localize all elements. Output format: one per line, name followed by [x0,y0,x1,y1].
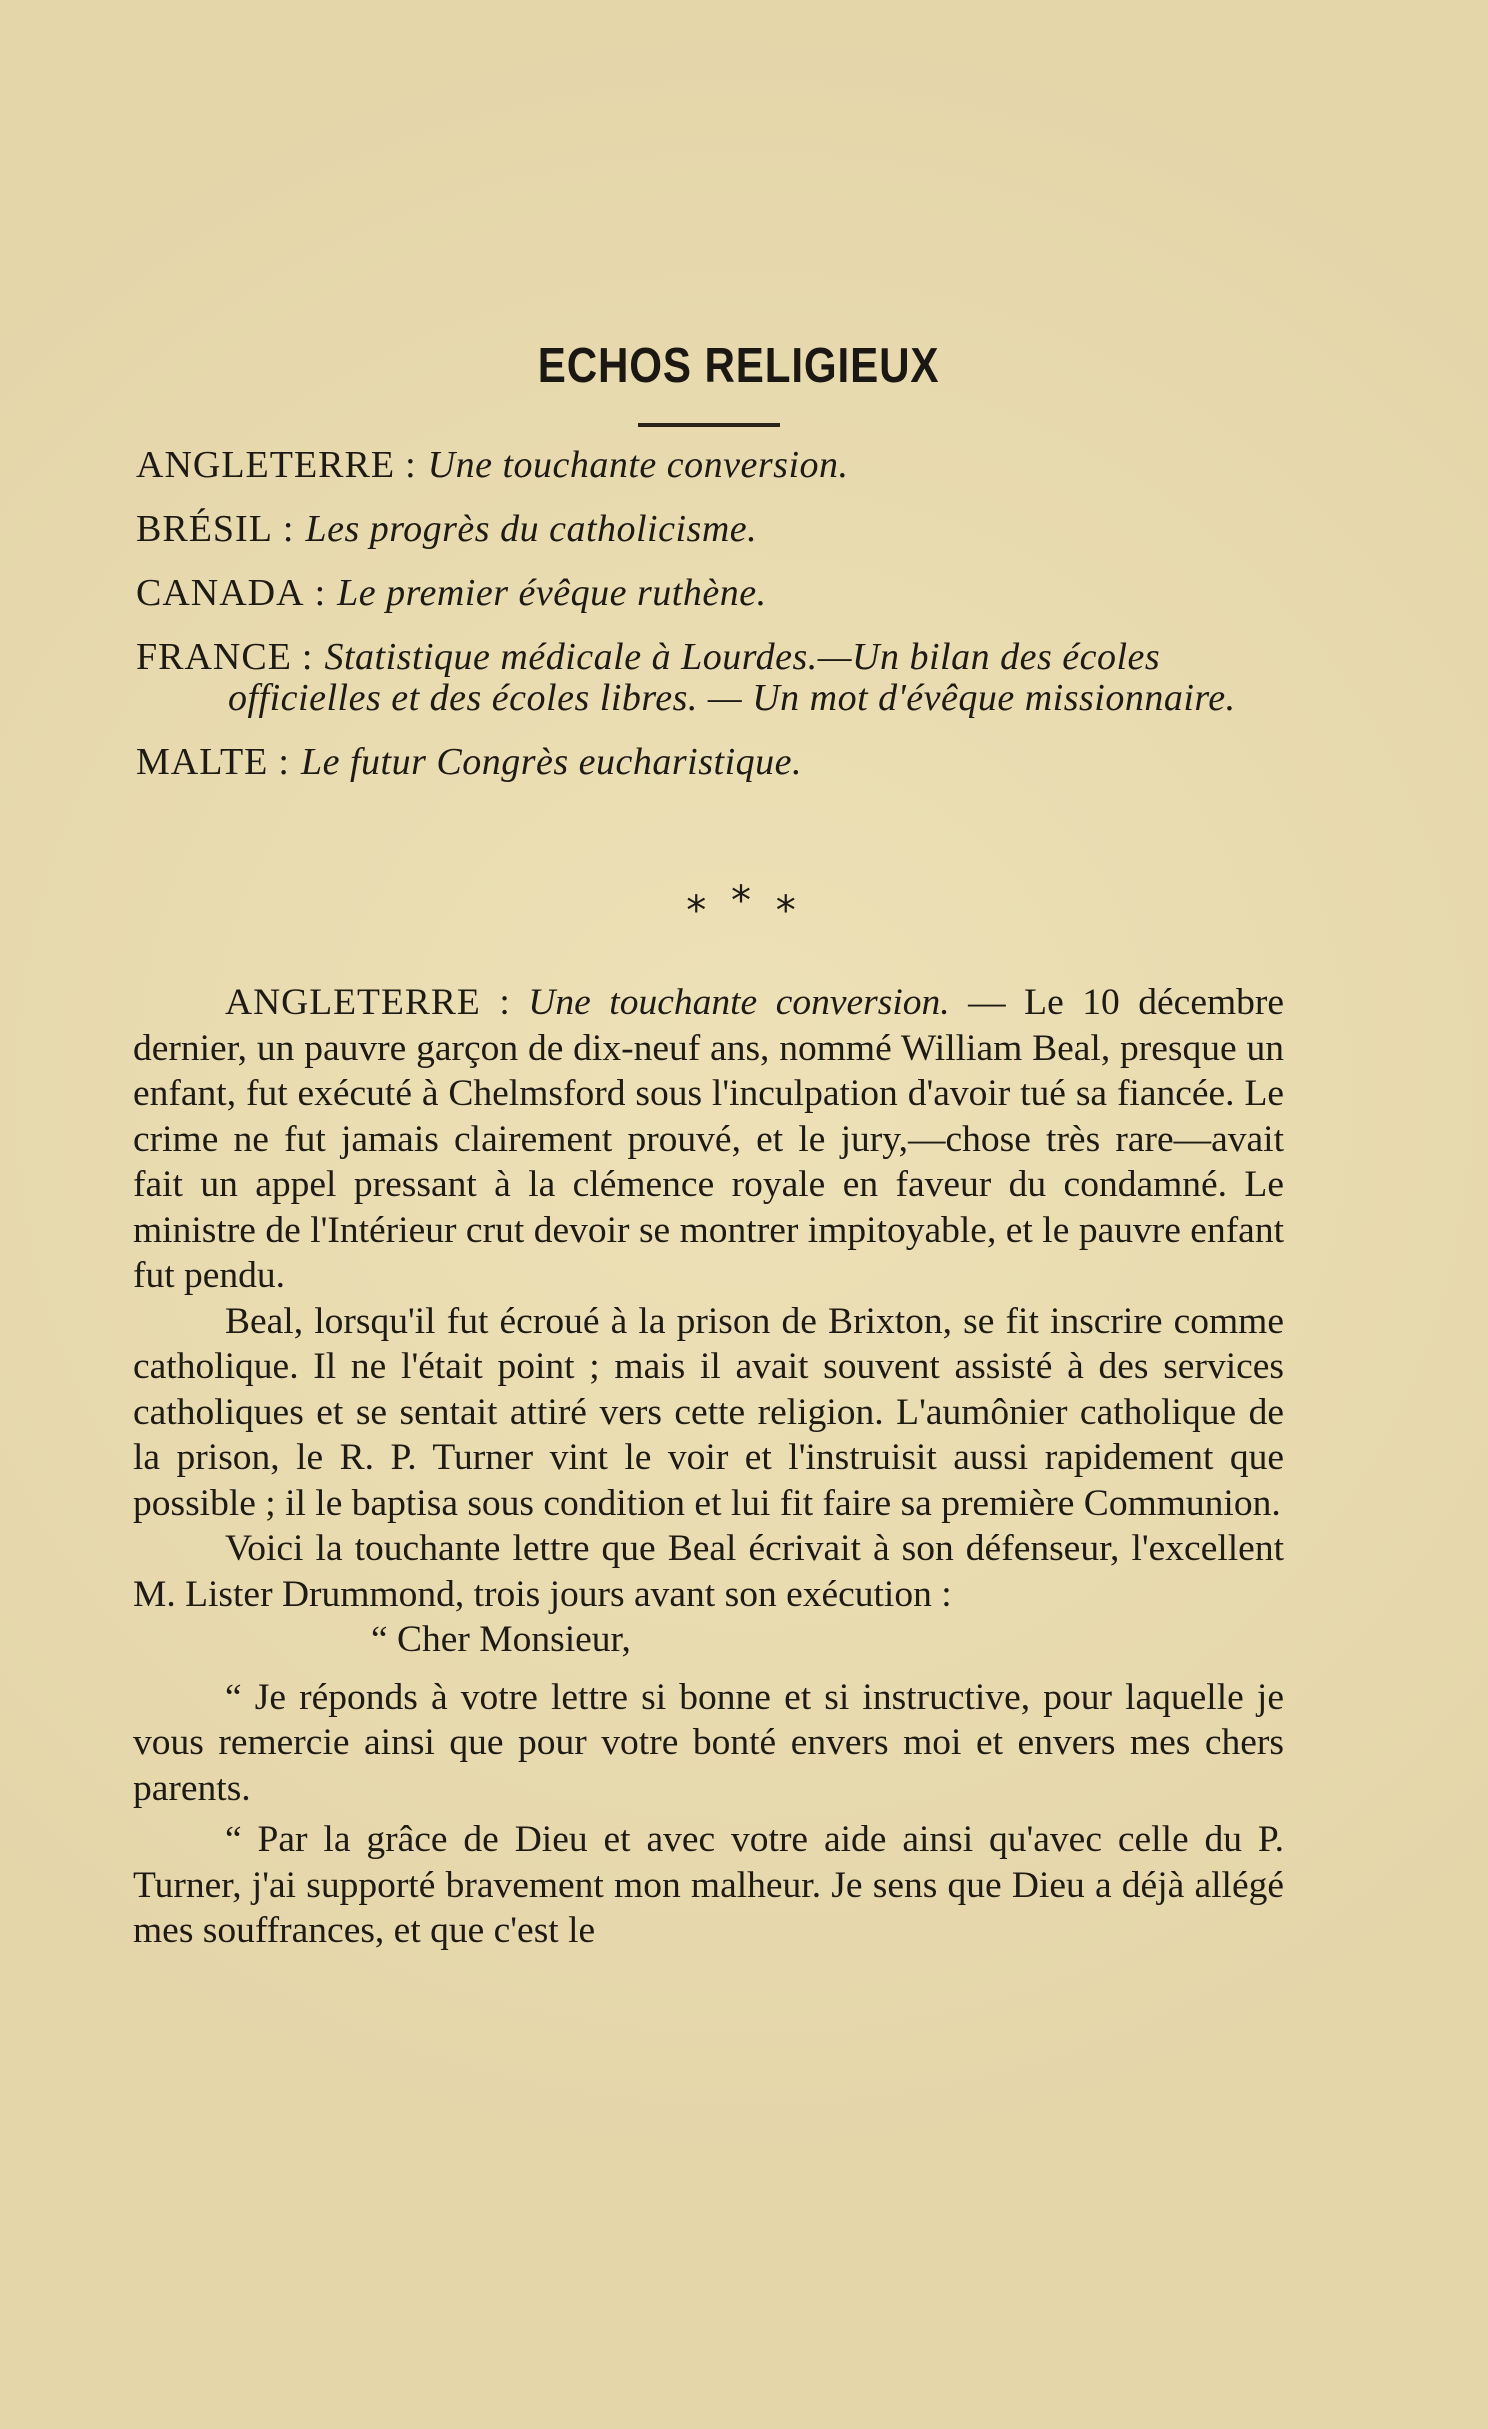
summary-separator: : [301,636,313,678]
summary-country: ANGLETERRE [136,444,396,486]
article-lead-country: ANGLETERRE [225,982,481,1023]
article-paragraph: Beal, lorsqu'il fut écroué à la prison de Brixton, se fit inscrire comme catholique. Il ne l'était point ; mais il avait souvent assisté à des services catholiques et se sentait attiré vers cette religion. L'aumônier catholique de la prison, le R. P. Turner vint le voir et l'instruisit aussi rapidement que possible ; il le baptisa sous condition et lui fit faire sa première Communion. [133,1300,1284,1524]
letter-paragraph: “ Par la grâce de Dieu et avec votre aide ainsi qu'avec celle du P. Turner, j'ai supporté bravement mon malheur. Je sens que Dieu a déjà allégé mes souffrances, et que c'est le [133,1819,1284,1951]
asterisk-icon: * [775,888,802,934]
article-paragraph: Voici la touchante lettre que Beal écrivait à son défenseur, l'excellent M. Lister Drummond, trois jours avant son exécution : [133,1528,1284,1615]
summary-entry-bresil [136,509,1286,550]
summary-list [136,445,1286,806]
summary-country: BRÉSIL [136,508,273,550]
summary-separator: : [405,444,416,486]
letter-paragraph: “ Je réponds à votre lettre si bonne et si instructive, pour laquelle je vous remercie ainsi que pour votre bonté envers moi et envers mes chers parents. [133,1676,1284,1809]
article-lead-separator: : [499,982,510,1023]
article-paragraph [133,980,1284,1299]
article-paragraph-text: — Le 10 décembre dernier, un pauvre garçon de dix-neuf ans, nommé William Beal, presque un enfant, fut exécuté à Chelmsford sous l'inculpation d'avoir tué sa fiancée. Le crime ne fut jamais clairement prouvé, et le jury,—chose très rare—avait fait un appel pressant à la clémence royale en faveur du condamné. Le ministre de l'Intérieur crut devoir se montrer impitoyable, et le pauvre enfant fut pendu. [133,982,1285,1296]
page-title: ECHOS RELIGIEUX [537,339,940,393]
title-underline-rule [638,423,780,427]
summary-topics: Statistique médicale à Lourdes.—Un bilan des écoles officielles et des écoles libres. — Un mot d'évêque missionnaire. [228,636,1236,719]
summary-topics: Les progrès du catholicisme. [305,508,758,550]
summary-country: FRANCE [136,636,292,678]
asterism-separator [0,878,1488,934]
summary-entry-france [136,637,1286,719]
summary-topics: Le premier évêque ruthène. [337,572,767,614]
summary-topics: Le futur Congrès eucharistique. [300,741,802,783]
summary-entry-malte [136,742,1286,783]
summary-separator: : [282,508,294,550]
article-body [133,980,1284,1954]
summary-topics: Une touchante conversion. [427,444,849,486]
asterisk-icon: * [731,878,757,924]
summary-separator: : [314,572,326,614]
article-lead-title: Une touchante conversion. [528,982,950,1023]
summary-country: CANADA [136,572,305,614]
summary-separator: : [278,741,289,783]
letter-salutation: “ Cher Monsieur, [371,1619,631,1660]
asterisk-icon: * [686,888,713,934]
summary-country: MALTE [136,741,269,783]
summary-entry-canada [136,573,1286,614]
summary-entry-angleterre [136,445,1286,486]
